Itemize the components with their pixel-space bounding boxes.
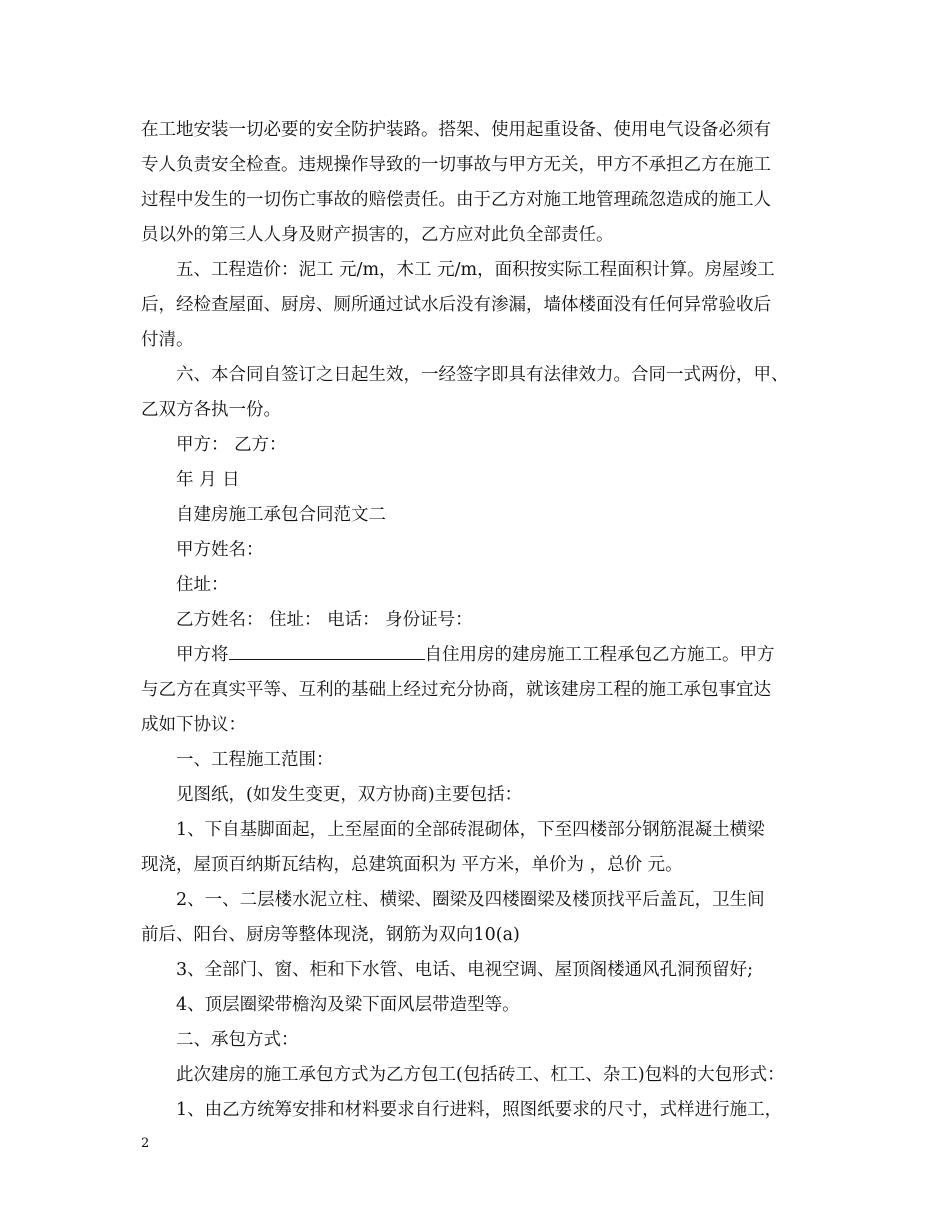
section-5-cost: 五、工程造价：泥工 元/m，木工 元/m，面积按实际工程面积计算。房屋竣工 [176, 260, 775, 280]
paragraph-line: 过程中发生的一切伤亡事故的赔偿责任。由于乙方对施工地管理疏忽造成的施工人 [141, 190, 771, 210]
list-item-method-1: 1、由乙方统筹安排和材料要求自行进料，照图纸要求的尺寸，式样进行施工， [176, 1100, 783, 1120]
fill-in-blank [229, 643, 425, 660]
signature-parties: 甲方： 乙方： [176, 435, 287, 455]
paragraph-line: 此次建房的施工承包方式为乙方包工(包括砖工、杠工、杂工)包料的大包形式： [176, 1065, 785, 1085]
paragraph-line: 前后、阳台、厨房等整体现浇，钢筋为双向10(a) [141, 925, 520, 945]
party-b-info-fields: 乙方姓名： 住址： 电话： 身份证号： [176, 610, 473, 630]
party-a-name-field: 甲方姓名： [176, 540, 264, 560]
paragraph-line: 付清。 [141, 330, 194, 350]
party-a-address-field: 住址： [176, 575, 229, 595]
section-title: 自建房施工承包合同范文二 [176, 505, 386, 525]
paragraph-line: 乙双方各执一份。 [141, 400, 281, 420]
paragraph-text: 甲方将 [176, 645, 229, 665]
paragraph-line: 成如下协议： [141, 715, 246, 735]
list-item-4: 4、顶层圈梁带檐沟及梁下面风层带造型等。 [176, 995, 520, 1015]
list-item-2: 2、一、二层楼水泥立柱、横梁、圈梁及四楼圈梁及楼顶找平后盖瓦，卫生间 [176, 890, 765, 910]
list-item-1: 1、下自基脚面起，上至屋面的全部砖混砌体，下至四楼部分钢筋混凝土横梁 [176, 820, 765, 840]
section-1-scope: 一、工程施工范围： [176, 750, 334, 770]
paragraph-line: 专人负责安全检查。违规操作导致的一切事故与甲方无关，甲方不承担乙方在施工 [141, 155, 771, 175]
signature-date: 年 月 日 [176, 470, 240, 490]
paragraph-text: 自住用房的建房施工工程承包乙方施工。甲方 [424, 645, 775, 665]
section-6-effect: 六、本合同自签订之日起生效，一经签字即具有法律效力。合同一式两份，甲、 [176, 365, 789, 385]
paragraph-line: 见图纸，(如发生变更，双方协商)主要包括： [176, 785, 523, 805]
paragraph-line: 后，经检查屋面、厨房、厕所通过试水后没有渗漏，墙体楼面没有任何异常验收后 [141, 295, 771, 315]
list-item-3: 3、全部门、窗、柜和下水管、电话、电视空调、屋顶阁楼通风孔洞预留好; [176, 960, 754, 980]
paragraph-line: 现浇，屋顶百纳斯瓦结构，总建筑面积为 平方米，单价为 ，总价 元。 [141, 855, 683, 875]
page-number: 2 [141, 1136, 150, 1151]
paragraph-line: 员以外的第三人人身及财产损害的，乙方应对此负全部责任。 [141, 225, 614, 245]
paragraph-line: 在工地安装一切必要的安全防护装路。搭架、使用起重设备、使用电气设备必须有 [141, 120, 771, 140]
section-2-method: 二、承包方式： [176, 1030, 299, 1050]
paragraph-line: 与乙方在真实平等、互利的基础上经过充分协商，就该建房工程的施工承包事宜达 [141, 680, 771, 700]
paragraph-line-with-blank [176, 643, 775, 667]
